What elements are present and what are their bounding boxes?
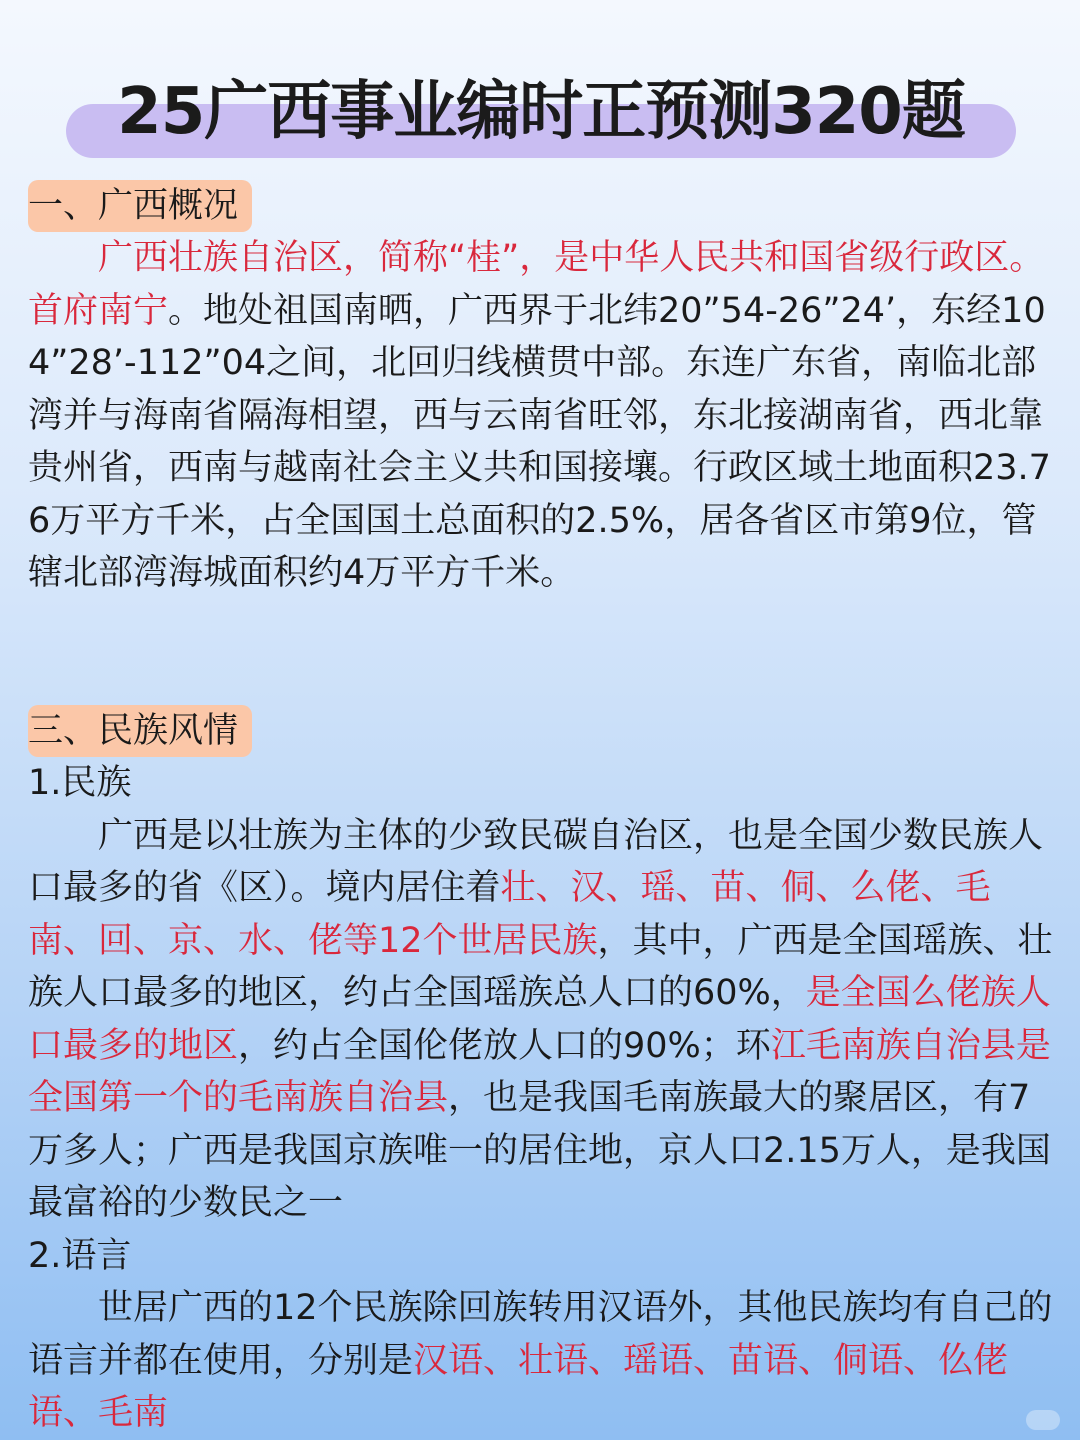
ethnic-text-1: 广西是以壮族为主体的少致民碳自治区，也是全国少数民族人口最多的省《区）。境内居住着	[28, 815, 1044, 908]
title-block	[66, 70, 1016, 160]
subheading-ethnic-groups: 1.民族	[28, 763, 132, 803]
section-ethnic-customs	[28, 705, 1058, 1440]
ethnic-red-1: 壮、汉、瑶、苗、侗、么佬、毛南、回、京、水、佬等12个世居民族	[28, 868, 991, 961]
ethnic-red-2: 是全国么佬族人口最多的地区	[28, 973, 1051, 1066]
page-title: 25广西事业编时正预测320题	[117, 75, 965, 149]
section-heading-overview: 一、广西概况	[28, 180, 252, 232]
section-heading-ethnic: 三、民族风情	[28, 705, 252, 757]
ethnic-text-4: ，也是我国毛南族最大的聚居区，有7万多人；广西是我国京族唯一的居住地，京人口2.15万人，是我国最富裕的少数民之一	[28, 1078, 1051, 1223]
subheading-language: 2.语言	[28, 1235, 132, 1276]
overview-paragraph	[28, 232, 1058, 600]
overview-text: 。地处祖国南晒，广西界于北纬20”54-26”24’，东经104”28’-112”04之间，北回归线横贯中部。东连广东省，南临北部湾并与海南省隔海相望，西与云南省旺邻，东北接湖南省，西北靠贵州省，西南与越南社会主义共和国接壤。行政区域土地面积23.76万平方千米，占全国国土总面积的2.5%，居各省区市第9位，管辖北部湾海城面积约4万平方千米。	[28, 290, 1051, 593]
overview-red-text: 广西壮族自治区，简称“桂”，是中华人民共和国省级行政区。首府南宁	[28, 238, 1045, 331]
watermark-badge	[1026, 1410, 1060, 1430]
ethnic-text-3: ，约占全国伦佬放人口的90%；环	[238, 1025, 771, 1066]
language-text-1: 世居广西的12个民族除回族转用汉语外，其他民族均有自己的语言并都在使用，分别是	[28, 1288, 1053, 1381]
ethnic-text-2: ，其中，广西是全国瑶族、壮族人口最多的地区，约占全国瑶族总人口的60%，	[28, 920, 1053, 1013]
section-guangxi-overview	[28, 180, 1058, 600]
ethnic-red-3: 江毛南族自治县是全国第一个的毛南族自治县	[28, 1025, 1051, 1118]
language-paragraph	[28, 1282, 1058, 1440]
language-red-1: 汉语、壮语、瑶语、苗语、侗语、仫佬语、毛南	[28, 1340, 1009, 1433]
ethnic-paragraph	[28, 810, 1058, 1230]
